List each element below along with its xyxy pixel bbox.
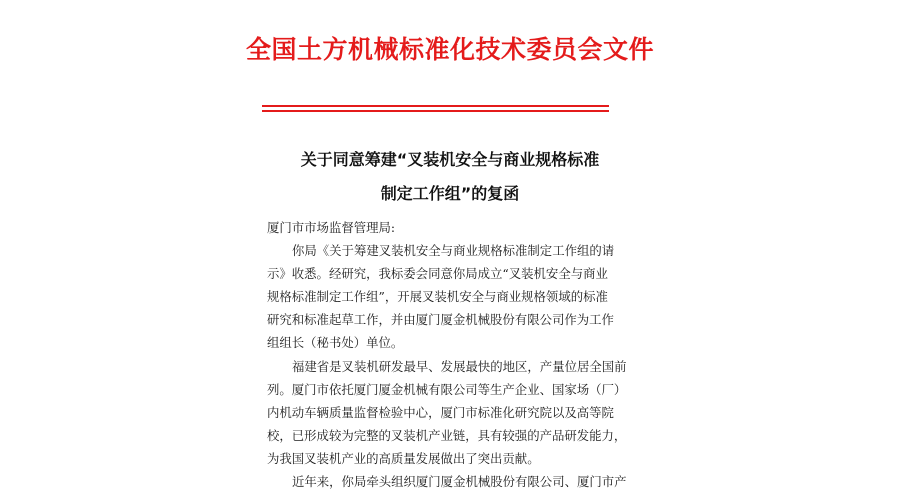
organization-header: 全国土方机械标准化技术委员会文件: [245, 35, 654, 64]
header-rule-bottom: [262, 110, 609, 112]
header-rule-top: [262, 105, 609, 107]
text-line: 研究和标准起草工作，并由厦门厦金机械股份有限公司作为工作: [267, 312, 614, 328]
salutation: 厦门市市场监督管理局:: [267, 220, 396, 235]
text-line: 组组长（秘书处）单位。: [267, 335, 404, 351]
text-line: 校，已形成较为完整的叉装机产业链，具有较强的产品研发能力，: [267, 427, 627, 443]
document-title-line-2: 制定工作组”的复函: [380, 184, 520, 203]
document-body: [267, 216, 627, 493]
text-line: 内机动车辆质量监督检验中心，厦门市标准化研究院以及高等院: [267, 404, 614, 420]
paragraph-1: [267, 239, 627, 354]
paragraph-3: [267, 470, 627, 493]
text-line: 规格标准制定工作组”，开展叉装机安全与商业规格领域的标准: [267, 289, 608, 305]
text-line: 列。厦门市依托厦门厦金机械有限公司等生产企业、国家场（厂）: [267, 381, 627, 397]
text-line: 近年来，你局牵头组织厦门厦金机械股份有限公司、厦门市产: [292, 474, 627, 490]
text-line: 为我国叉装机产业的高质量发展做出了突出贡献。: [267, 450, 540, 466]
text-line: 示》收悉。经研究，我标委会同意你局成立“叉装机安全与商业: [267, 266, 608, 282]
document-title-line-1: 关于同意筹建“叉装机安全与商业规格标准: [300, 150, 600, 169]
text-line: 你局《关于筹建叉装机安全与商业规格标准制定工作组的请: [292, 243, 615, 259]
paragraph-2: [267, 355, 627, 470]
text-line: 福建省是叉装机研发最早、发展最快的地区，产量位居全国前: [292, 358, 627, 374]
